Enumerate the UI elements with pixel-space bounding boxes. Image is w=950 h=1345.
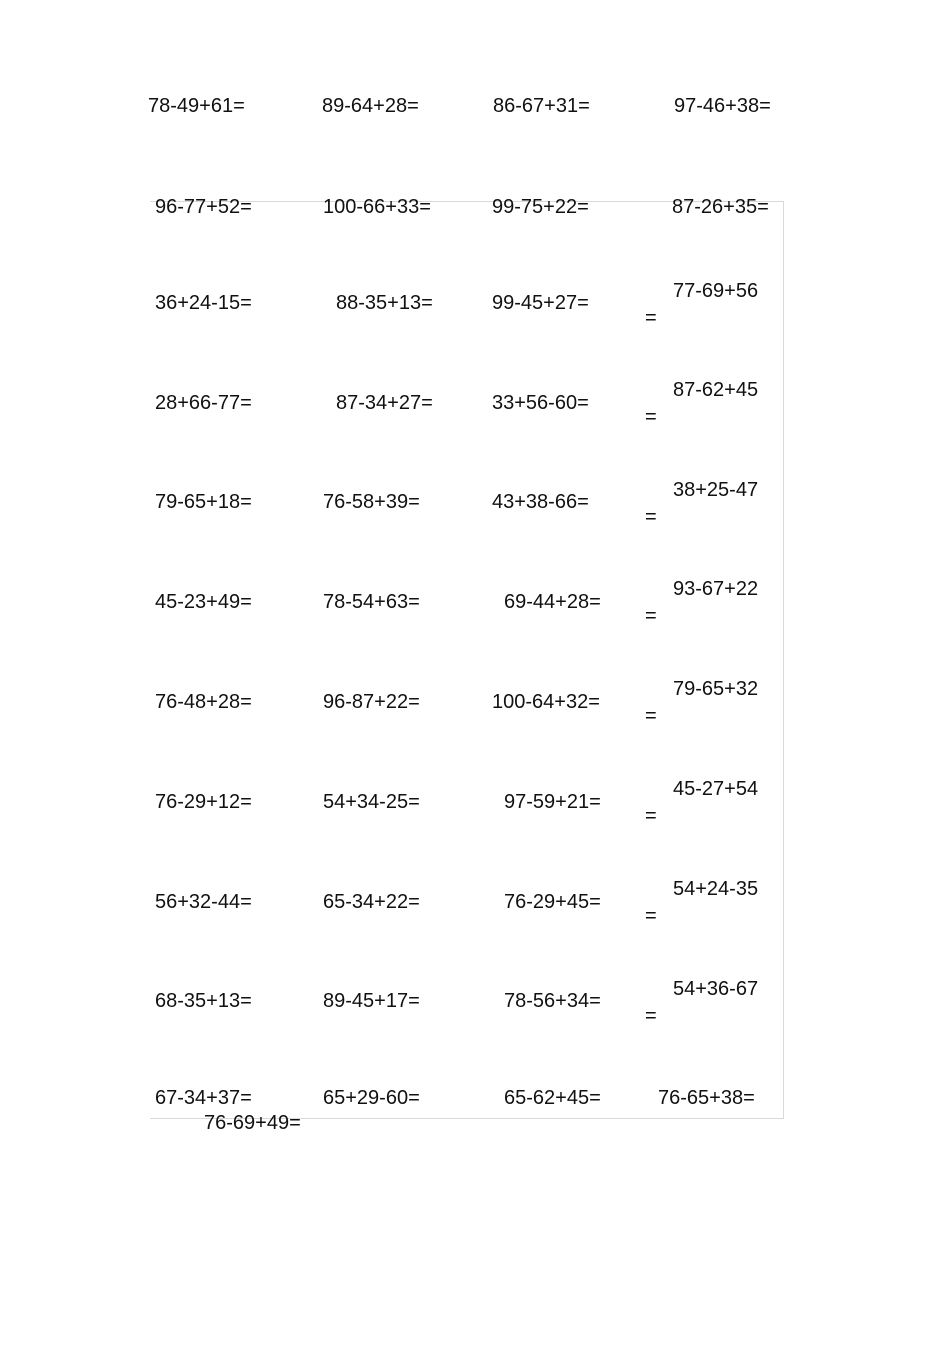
overflow-problem: 76-69+49= (204, 1112, 301, 1134)
problem-r6-c4: 93-67+22 (673, 578, 759, 600)
problem-r8-c4: 45-27+54 (673, 778, 759, 800)
problem-r6-c2: 78-54+63= (323, 591, 420, 613)
wrapped-equals-r7: = (645, 705, 657, 727)
wrapped-equals-r3: = (645, 307, 657, 329)
problem-r2-c4: 87-26+35= (672, 196, 769, 218)
problem-r8-c1: 76-29+12= (155, 791, 252, 813)
problem-r11-c3: 65-62+45= (504, 1087, 601, 1109)
problem-r1-c1: 78-49+61= (148, 95, 245, 117)
problem-r8-c3: 97-59+21= (504, 791, 601, 813)
problem-r1-c2: 89-64+28= (322, 95, 419, 117)
problem-r3-c1: 36+24-15= (155, 292, 252, 314)
problem-r4-c4: 87-62+45 (673, 379, 759, 401)
problem-r11-c1: 67-34+37= (155, 1087, 252, 1109)
problem-r3-c4: 77-69+56 (673, 280, 759, 302)
problem-r6-c1: 45-23+49= (155, 591, 252, 613)
problem-r3-c3: 99-45+27= (492, 292, 589, 314)
problem-r4-c2: 87-34+27= (336, 392, 433, 414)
problem-r10-c1: 68-35+13= (155, 990, 252, 1012)
problem-r10-c4: 54+36-67 (673, 978, 759, 1000)
wrapped-equals-r4: = (645, 406, 657, 428)
problem-r6-c3: 69-44+28= (504, 591, 601, 613)
problem-r10-c3: 78-56+34= (504, 990, 601, 1012)
problem-r2-c3: 99-75+22= (492, 196, 589, 218)
problem-r5-c3: 43+38-66= (492, 491, 589, 513)
problem-r2-c2: 100-66+33= (323, 196, 431, 218)
wrapped-equals-r10: = (645, 1005, 657, 1027)
wrapped-equals-r6: = (645, 605, 657, 627)
problem-r8-c2: 54+34-25= (323, 791, 420, 813)
wrapped-equals-r9: = (645, 905, 657, 927)
problem-r2-c1: 96-77+52= (155, 196, 252, 218)
table-border-right (783, 201, 784, 1118)
problem-r10-c2: 89-45+17= (323, 990, 420, 1012)
problem-r1-c3: 86-67+31= (493, 95, 590, 117)
problem-r11-c4: 76-65+38= (658, 1087, 755, 1109)
wrapped-equals-r8: = (645, 805, 657, 827)
problem-r5-c4: 38+25-47 (673, 479, 759, 501)
problem-r1-c4: 97-46+38= (674, 95, 771, 117)
problem-r9-c1: 56+32-44= (155, 891, 252, 913)
problem-r4-c1: 28+66-77= (155, 392, 252, 414)
problem-r9-c3: 76-29+45= (504, 891, 601, 913)
problem-r7-c4: 79-65+32 (673, 678, 759, 700)
problem-r11-c2: 65+29-60= (323, 1087, 420, 1109)
problem-r7-c3: 100-64+32= (492, 691, 600, 713)
wrapped-equals-r5: = (645, 506, 657, 528)
problem-r5-c1: 79-65+18= (155, 491, 252, 513)
problem-r9-c2: 65-34+22= (323, 891, 420, 913)
problem-r9-c4: 54+24-35 (673, 878, 759, 900)
problem-r4-c3: 33+56-60= (492, 392, 589, 414)
problem-r7-c2: 96-87+22= (323, 691, 420, 713)
problem-r3-c2: 88-35+13= (336, 292, 433, 314)
problem-r5-c2: 76-58+39= (323, 491, 420, 513)
problem-r7-c1: 76-48+28= (155, 691, 252, 713)
